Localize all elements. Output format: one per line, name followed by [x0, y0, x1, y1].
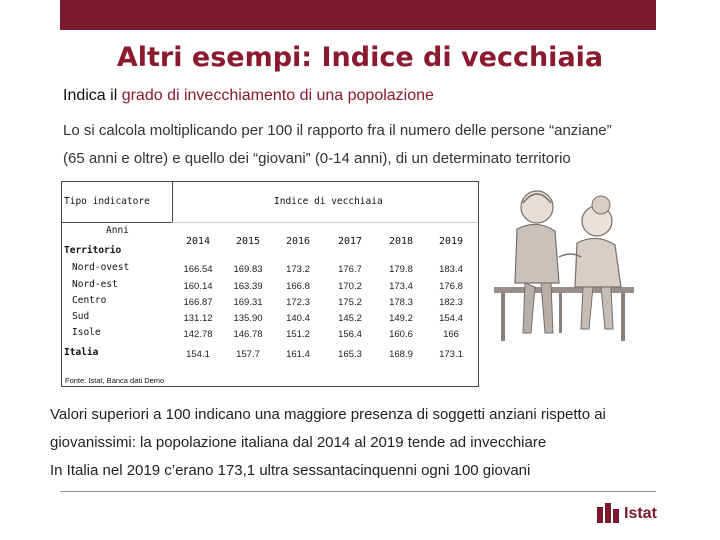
slide-subtitle [63, 87, 434, 105]
row-label: Isole [72, 327, 101, 338]
row-label: Centro [72, 295, 107, 306]
table-divider-vertical [172, 182, 173, 222]
data-table [61, 181, 479, 387]
anni-label: Anni [106, 225, 129, 236]
table-cell: 154.4 [439, 313, 463, 324]
row-label: Nord-ovest [72, 262, 130, 273]
table-cell: 131.12 [183, 313, 213, 324]
table-cell: 166 [443, 329, 459, 340]
table-cell: 173.2 [286, 264, 310, 275]
table-cell: 169.31 [233, 297, 263, 308]
table-cell: 140.4 [286, 313, 310, 324]
tipo-indicatore-label: Tipo indicatore [64, 196, 150, 207]
table-cell: 145.2 [338, 313, 362, 324]
year-header: 2018 [388, 236, 414, 247]
table-cell: 156.4 [338, 329, 362, 340]
istat-logo-icon [597, 503, 621, 523]
definition-line-1: Lo si calcola moltiplicando per 100 il rapporto fra il numero delle persone “anziane” [63, 122, 612, 139]
table-cell: 160.14 [183, 281, 213, 292]
table-cell: 149.2 [389, 313, 413, 324]
istat-logo [597, 503, 659, 525]
table-cell: 173.1 [439, 349, 463, 360]
slide-title: Altri esempi: Indice di vecchiaia [116, 42, 604, 73]
table-cell: 165.3 [338, 349, 362, 360]
table-cell: 173.4 [389, 281, 413, 292]
footer-divider [60, 491, 656, 492]
year-header: 2016 [285, 236, 311, 247]
row-label: Sud [72, 311, 90, 322]
table-cell: 182.3 [439, 297, 463, 308]
table-cell: 170.2 [338, 281, 362, 292]
subtitle-accent: grado di invecchiamento di una popolazione [121, 87, 434, 104]
table-cell: 135.90 [233, 313, 263, 324]
definition-line-2: (65 anni e oltre) e quello dei “giovani” (0-14 anni), di un determinato territorio [63, 150, 571, 167]
table-cell: 161.4 [286, 349, 310, 360]
table-divider-horizontal [62, 222, 172, 223]
year-header: 2014 [185, 236, 211, 247]
table-cell: 169.83 [233, 264, 263, 275]
table-divider-header [172, 222, 478, 223]
row-label: Nord-est [72, 279, 118, 290]
indice-header: Indice di vecchiaia [274, 196, 383, 207]
subtitle-prefix: Indica il [63, 87, 122, 104]
table-cell: 166.87 [183, 297, 213, 308]
table-cell: 183.4 [439, 264, 463, 275]
logo-text: Istat [624, 505, 657, 522]
conclusion-line-3: In Italia nel 2019 c’erano 173,1 ultra sessantacinquenni ogni 100 giovani [50, 462, 531, 479]
table-cell: 178.3 [389, 297, 413, 308]
table-cell: 146.78 [233, 329, 263, 340]
conclusion-line-2: giovanissimi: la popolazione italiana dal 2014 al 2019 tende ad invecchiare [50, 434, 547, 451]
table-cell: 151.2 [286, 329, 310, 340]
top-banner [60, 0, 656, 30]
conclusion-line-1: Valori superiori a 100 indicano una maggiore presenza di soggetti anziani rispetto ai [50, 406, 606, 423]
table-cell: 176.8 [439, 281, 463, 292]
elderly-couple-illustration [489, 183, 639, 343]
table-cell: 166.8 [286, 281, 310, 292]
year-header: 2015 [235, 236, 261, 247]
table-cell: 168.9 [389, 349, 413, 360]
table-cell: 166.54 [183, 264, 213, 275]
table-cell: 172.3 [286, 297, 310, 308]
year-header: 2017 [337, 236, 363, 247]
table-cell: 154.1 [186, 349, 210, 360]
table-cell: 160.6 [389, 329, 413, 340]
table-cell: 142.78 [183, 329, 213, 340]
territorio-label: Territorio [64, 245, 122, 256]
year-header: 2019 [438, 236, 464, 247]
table-cell: 176.7 [338, 264, 362, 275]
table-cell: 163.39 [233, 281, 263, 292]
table-source: Fonte: Istat, Banca dati Demo [65, 376, 165, 385]
table-cell: 175.2 [338, 297, 362, 308]
row-label: Italia [64, 347, 99, 358]
table-cell: 179.8 [389, 264, 413, 275]
table-cell: 157.7 [236, 349, 260, 360]
